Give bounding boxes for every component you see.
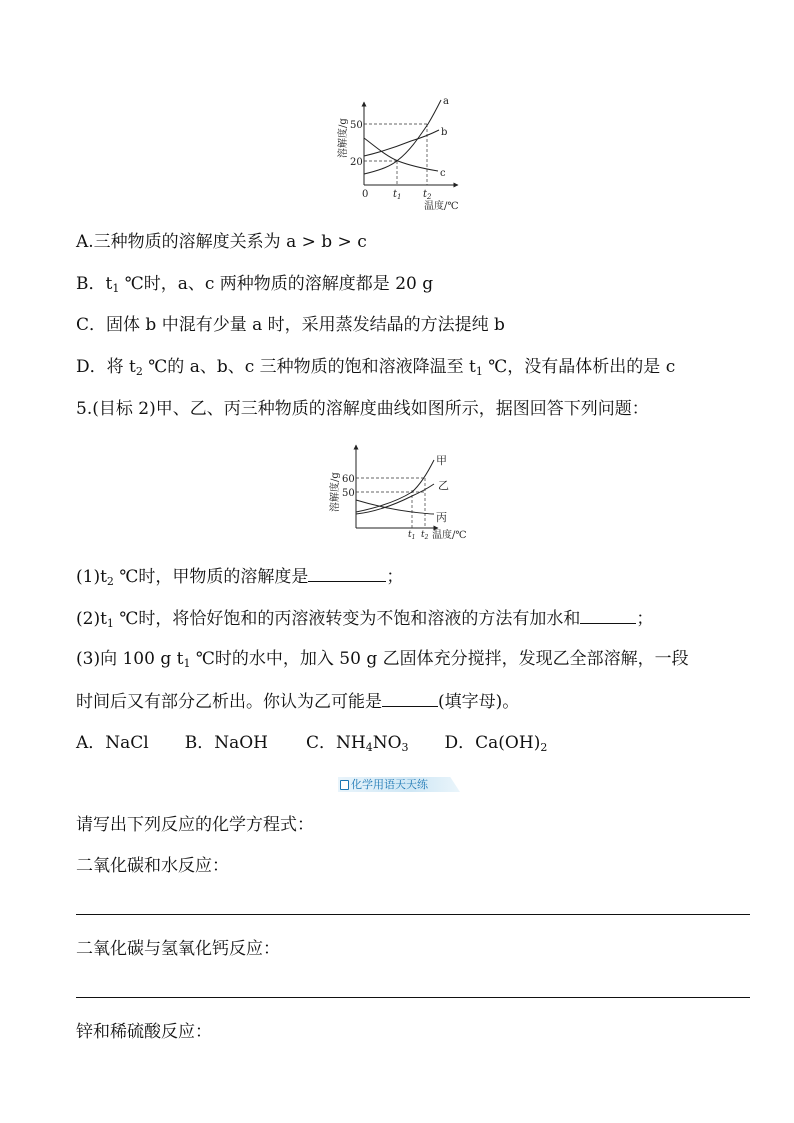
xtick2-t1-text: 1 — [411, 534, 416, 541]
xtick-t1: $t_1$ — [393, 189, 402, 201]
xtick-t1-text: 1 — [397, 193, 402, 201]
q5-part2: $(2)t_1$ ℃时，将恰好饱和的丙溶液转变为不饱和溶液的方法有加水和 ； — [76, 609, 654, 630]
xlabel: 温度/℃ — [424, 201, 459, 212]
xtick-t2-text: 2 — [427, 193, 432, 201]
choice-d: D．$Ca(OH)_2$ — [444, 733, 548, 754]
answer-line-2[interactable] — [76, 997, 750, 998]
blank-3[interactable] — [382, 690, 438, 707]
label-bing: 丙 — [436, 511, 447, 524]
label-jia: 甲 — [436, 454, 447, 467]
reaction-1: 二氧化碳和水反应： — [76, 856, 229, 876]
choice-b: B．NaOH — [184, 733, 268, 753]
xtick-t2: $t_2$ — [423, 189, 432, 201]
section-banner — [338, 777, 460, 792]
answer-line-1[interactable] — [76, 914, 750, 915]
blank-2[interactable] — [580, 607, 636, 624]
reaction-3: 锌和稀硫酸反应： — [76, 1022, 212, 1042]
ylabel: 溶解度/g — [338, 118, 349, 158]
choice-a: A．NaCl — [76, 733, 149, 753]
label-yi: 乙 — [438, 479, 449, 492]
q5-choices — [76, 732, 547, 759]
q4-option-c: C．固体 b 中混有少量 a 时，采用蒸发结晶的方法提纯 b — [76, 315, 505, 335]
banner-text: 化学用语天天练 — [351, 778, 428, 791]
reaction-2: 二氧化碳与氢氧化钙反应： — [76, 939, 280, 959]
q5-stem: 5.(目标 2)甲、乙、丙三种物质的溶解度曲线如图所示，据图回答下列问题： — [76, 399, 649, 419]
ytick2-60: 60 — [342, 474, 355, 485]
label-c: c — [440, 168, 446, 179]
label-a: a — [443, 96, 449, 107]
ytick2-50: 50 — [342, 488, 355, 499]
q5-part3-line2: 时间后又有部分乙析出。你认为乙可能是 (填字母)。 — [76, 692, 520, 712]
q4-option-d: D．将 $t_2$ ℃的 a、b、c 三种物质的饱和溶液降温至 $t_1$ ℃，没有晶体析出的是 c — [76, 357, 676, 378]
xtick2-t1: $t_1$ — [408, 530, 416, 541]
curve-b — [364, 130, 439, 156]
ytick-50: 50 — [350, 120, 363, 131]
choice-c: C．$NH_4NO_3$ — [306, 733, 409, 754]
ylabel-2: 溶解度/g — [330, 472, 341, 512]
origin: 0 — [362, 189, 369, 200]
q4-option-a: A.三种物质的溶解度关系为 a > b > c — [76, 232, 367, 252]
book-icon — [340, 780, 349, 790]
solubility-chart-2 — [326, 440, 476, 546]
label-b: b — [441, 127, 448, 138]
q4-option-b: B．$t_1$ ℃时，a、c 两种物质的溶解度都是 20 g — [76, 274, 434, 295]
xtick2-t2: $t_2$ — [421, 530, 429, 541]
blank-1[interactable] — [308, 565, 386, 582]
solubility-chart-1 — [326, 92, 476, 214]
ytick-20: 20 — [350, 157, 363, 168]
xlabel-2: 温度/℃ — [432, 530, 467, 541]
q5-part1: $(1)t_2$ ℃时，甲物质的溶解度是 ； — [76, 567, 404, 588]
xtick2-t2-text: 2 — [424, 534, 429, 541]
section-intro: 请写出下列反应的化学方程式： — [76, 815, 314, 835]
q5-part3: (3)向 100 g $t_1$ ℃时的水中，加入 50 g 乙固体充分搅拌，发现乙全部溶解，一段 — [76, 649, 689, 670]
